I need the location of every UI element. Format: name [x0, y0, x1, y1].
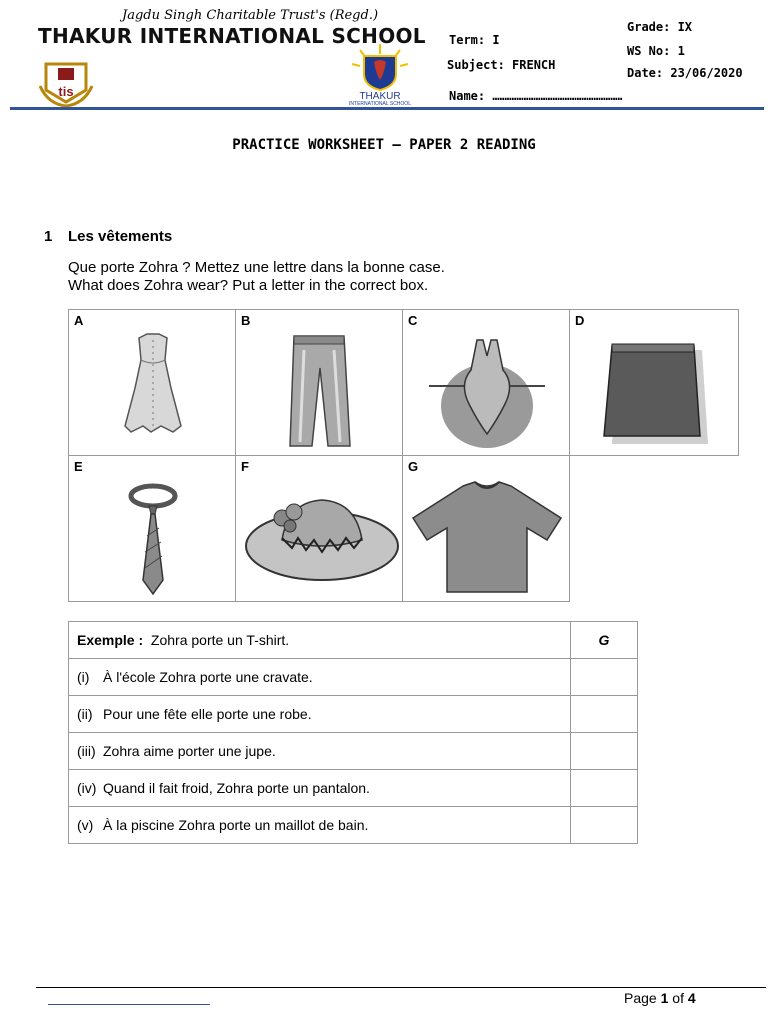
- picture-letter: B: [241, 313, 251, 328]
- subject-label: Subject: FRENCH: [447, 58, 556, 72]
- trust-name: Jagdu Singh Charitable Trust's (Regd.): [122, 8, 379, 23]
- page-label: Page: [624, 990, 657, 1006]
- answer-box[interactable]: [571, 696, 638, 733]
- trousers-icon: [236, 310, 404, 457]
- picture-cell-b: [235, 309, 403, 456]
- answer-box[interactable]: [571, 733, 638, 770]
- row-number: (iv): [77, 780, 97, 796]
- table-row: [69, 733, 638, 770]
- page-of: of: [672, 990, 684, 1006]
- page-total: 4: [687, 990, 696, 1006]
- instruction-french: Que porte Zohra ? Mettez une lettre dans la bonne case.: [68, 259, 445, 276]
- term-label: Term: I: [449, 33, 500, 47]
- example-text: Zohra porte un T-shirt.: [150, 632, 290, 648]
- date-label: Date: 23/06/2020: [627, 66, 743, 80]
- name-field[interactable]: Name: ………………………………………………: [449, 89, 623, 103]
- row-text: À l'école Zohra porte une cravate.: [103, 669, 313, 685]
- hat-icon: [236, 456, 404, 603]
- swimsuit-icon: [403, 310, 571, 457]
- ws-number-label: WS No: 1: [627, 44, 685, 58]
- row-text: À la piscine Zohra porte un maillot de bain.: [103, 817, 369, 833]
- school-logo-icon: [38, 56, 94, 108]
- picture-letter: C: [408, 313, 418, 328]
- row-text: Pour une fête elle porte une robe.: [103, 706, 312, 722]
- picture-cell-f: [235, 455, 403, 602]
- picture-cell-d: [569, 309, 739, 456]
- row-number: (iii): [77, 743, 96, 759]
- table-row: [69, 770, 638, 807]
- footer-rule: [36, 987, 766, 988]
- row-number: (i): [77, 669, 90, 685]
- row-text: Zohra aime porter une jupe.: [103, 743, 276, 759]
- example-answer: G: [571, 622, 638, 659]
- picture-cell-g: [402, 455, 570, 602]
- crest-text: THAKUR: [359, 91, 401, 102]
- tie-icon: [69, 456, 237, 603]
- header-rule: [10, 107, 764, 110]
- picture-cell-c: [402, 309, 570, 456]
- picture-cell-a: [68, 309, 236, 456]
- row-text: Quand il fait froid, Zohra porte un pantalon.: [103, 780, 370, 796]
- picture-letter: G: [408, 459, 419, 474]
- answer-box[interactable]: [571, 770, 638, 807]
- dress-icon: [69, 310, 237, 457]
- table-row: [69, 807, 638, 844]
- question-number: 1: [44, 228, 53, 245]
- example-label: Exemple :: [77, 632, 144, 648]
- table-row: [69, 659, 638, 696]
- answer-table: [68, 621, 638, 844]
- instruction-english: What does Zohra wear? Put a letter in the correct box.: [68, 277, 429, 294]
- row-number: (v): [77, 817, 94, 833]
- answer-box[interactable]: [571, 807, 638, 844]
- tshirt-icon: [403, 456, 571, 603]
- picture-cell-e: [68, 455, 236, 602]
- answer-box[interactable]: [571, 659, 638, 696]
- example-cell: [69, 622, 571, 659]
- footer-link-line: [48, 1004, 210, 1005]
- table-row: [69, 622, 638, 659]
- logo-text: tis: [58, 84, 74, 99]
- picture-letter: F: [241, 459, 249, 474]
- picture-letter: A: [74, 313, 84, 328]
- grade-label: Grade: IX: [627, 20, 693, 34]
- crest-subtext: INTERNATIONAL SCHOOL: [349, 101, 411, 106]
- page-current: 1: [660, 990, 669, 1006]
- skirt-icon: [570, 310, 740, 457]
- row-number: (ii): [77, 706, 93, 722]
- table-row: [69, 696, 638, 733]
- question-title: Les vêtements: [68, 228, 173, 245]
- school-name: THAKUR INTERNATIONAL SCHOOL: [38, 24, 426, 48]
- worksheet-title: PRACTICE WORKSHEET – PAPER 2 READING: [232, 137, 536, 153]
- picture-letter: D: [575, 313, 585, 328]
- school-crest-icon: [344, 40, 416, 106]
- page-indicator: [624, 990, 696, 1006]
- picture-letter: E: [74, 459, 83, 474]
